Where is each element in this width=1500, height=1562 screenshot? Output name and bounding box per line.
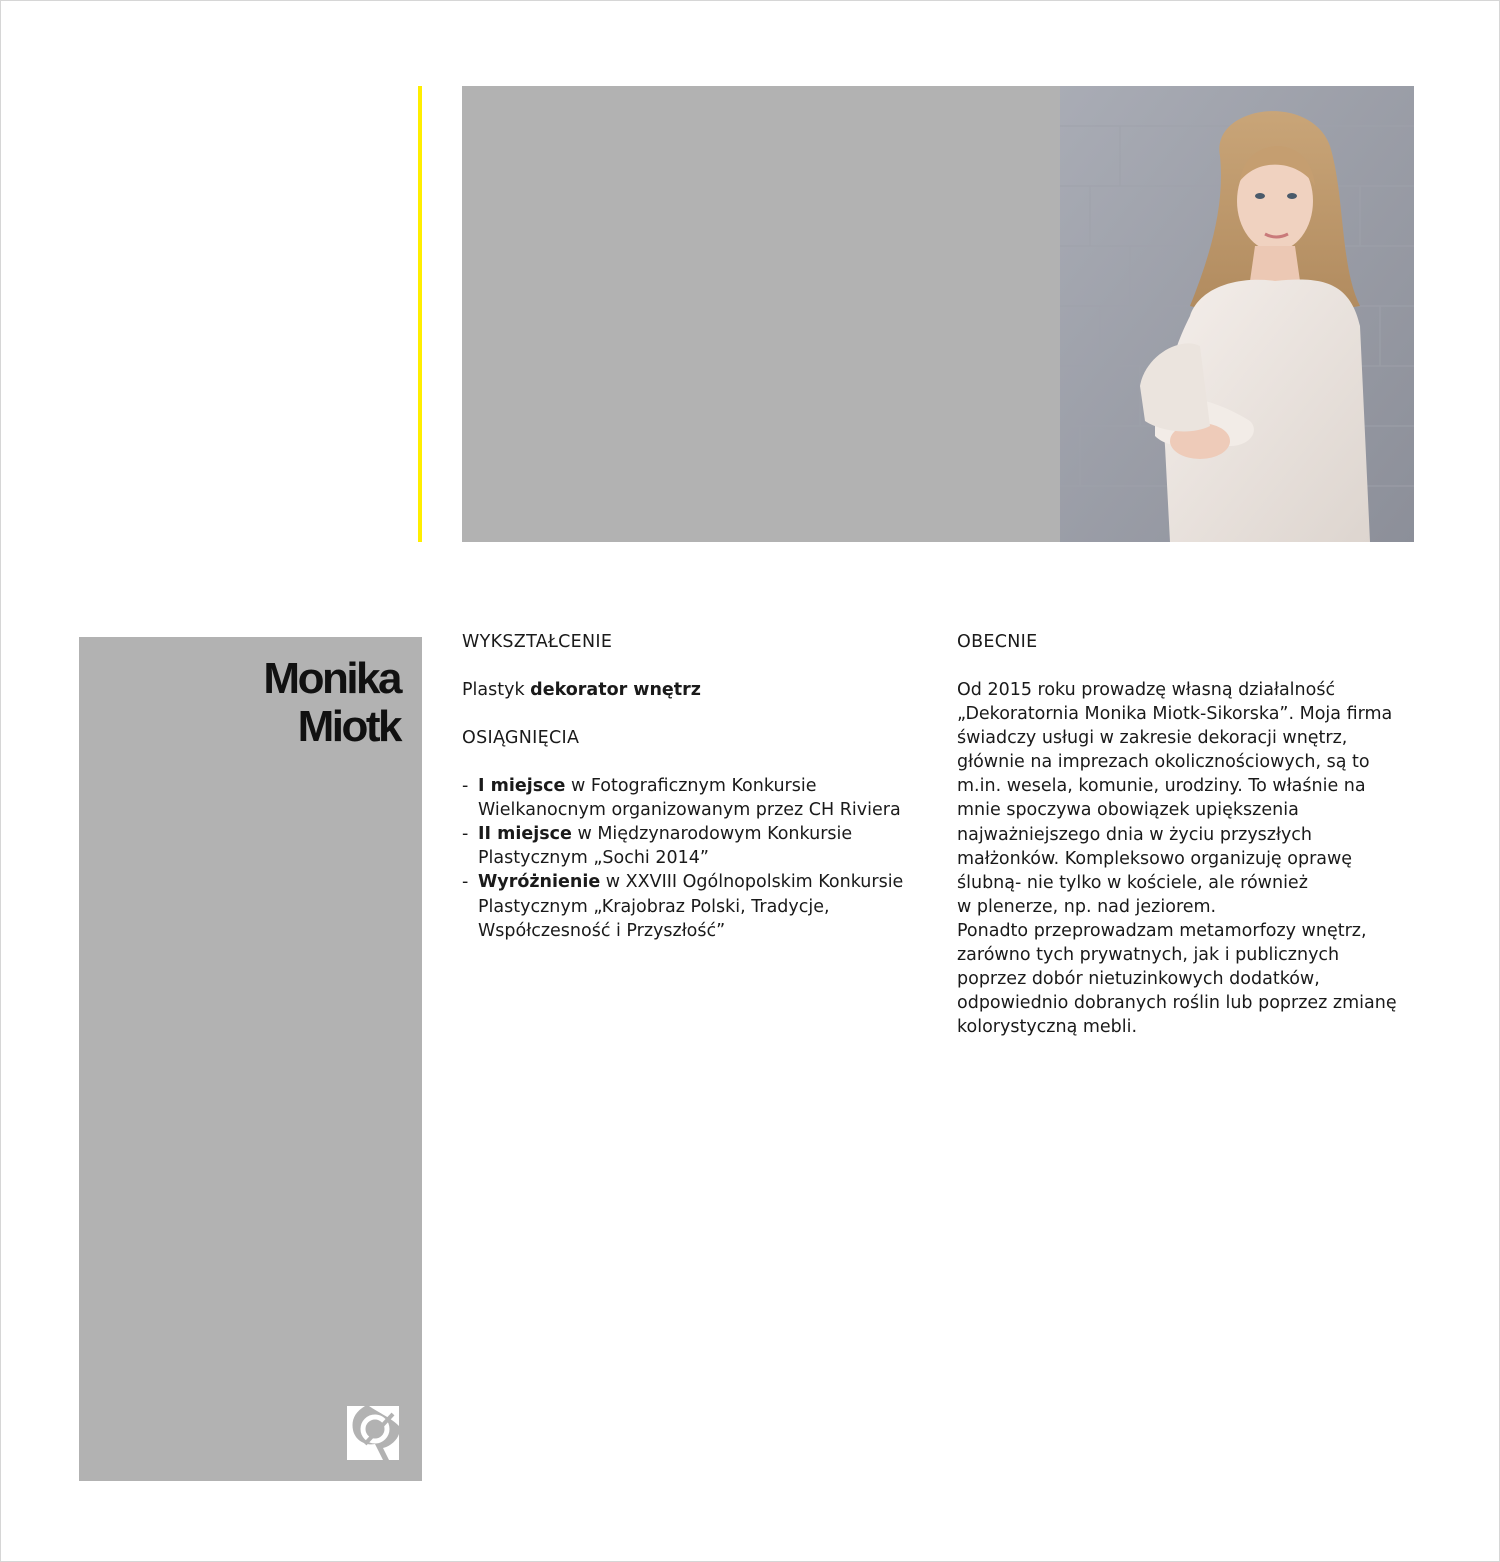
person-name: [263, 655, 400, 751]
list-dash: -: [462, 776, 469, 797]
left-column: [462, 630, 932, 943]
last-name: Miotk: [297, 702, 400, 751]
list-item: [462, 870, 932, 942]
portrait-illustration: [1060, 86, 1414, 542]
achievement-text: w XXVIII Ogólnopolskim Konkursie: [600, 872, 904, 893]
achievement-highlight: II miejsce: [478, 824, 572, 845]
achievement-text: Współczesność i Przyszłość”: [478, 920, 726, 941]
text-line: m.in. wesela, komunie, urodziny. To właśnie na: [957, 776, 1366, 797]
text-line: zarówno tych prywatnych, jak i publicznych: [957, 945, 1340, 966]
text-line: poprzez dobór nietuzinkowych dodatków,: [957, 969, 1320, 990]
text-line: najważniejszego dnia w życiu przyszłych: [957, 824, 1313, 845]
current-heading: OBECNIE: [957, 632, 1038, 652]
right-column: [957, 630, 1427, 1039]
text-line: w plenerze, np. nad jeziorem.: [957, 896, 1217, 917]
achievement-text: w Międzynarodowym Konkursie: [571, 824, 853, 845]
education-text: [462, 678, 932, 702]
list-dash: -: [462, 872, 469, 893]
education-highlight: dekorator wnętrz: [530, 680, 701, 700]
achievements-heading: OSIĄGNIĘCIA: [462, 728, 580, 749]
hero-gray-block: [462, 86, 1060, 542]
text-line: „Dekoratornia Monika Miotk-Sikorska”. Moja firma: [957, 704, 1393, 725]
achievement-text: Wielkanocnym organizowanym przez CH Riviera: [478, 800, 901, 821]
achievements-list: [462, 774, 932, 943]
text-line: Ponadto przeprowadzam metamorfozy wnętrz,: [957, 920, 1367, 941]
brand-logo-icon: [345, 1404, 401, 1460]
accent-line: [418, 86, 422, 542]
education-prefix: Plastyk: [462, 680, 531, 700]
text-line: małżonków. Kompleksowo organizuję oprawę: [957, 848, 1353, 869]
achievement-text: Plastycznym „Krajobraz Polski, Tradycje,: [478, 896, 830, 917]
first-name: Monika: [263, 654, 400, 703]
list-item: [462, 774, 932, 822]
achievement-highlight: Wyróżnienie: [478, 872, 601, 893]
achievement-highlight: I miejsce: [478, 776, 566, 797]
text-line: świadczy usługi w zakresie dekoracji wnętrz,: [957, 728, 1348, 749]
portrait-photo: [1060, 86, 1414, 542]
side-panel: [79, 637, 422, 1481]
list-dash: -: [462, 824, 469, 845]
current-description: [957, 678, 1427, 1039]
text-line: kolorystyczną mebli.: [957, 1017, 1138, 1038]
text-line: mnie spoczywa obowiązek upiększenia: [957, 800, 1299, 821]
text-line: odpowiednio dobranych roślin lub poprzez zmianę: [957, 993, 1397, 1014]
achievement-text: w Fotograficznym Konkursie: [565, 776, 817, 797]
list-item: [462, 822, 932, 870]
text-line: Od 2015 roku prowadzę własną działalność: [957, 680, 1336, 700]
education-heading: WYKSZTAŁCENIE: [462, 632, 613, 652]
achievement-text: Plastycznym „Sochi 2014”: [478, 848, 709, 869]
text-line: ślubną- nie tylko w kościele, ale również: [957, 872, 1308, 893]
text-line: głównie na imprezach okolicznościowych, są to: [957, 752, 1370, 773]
